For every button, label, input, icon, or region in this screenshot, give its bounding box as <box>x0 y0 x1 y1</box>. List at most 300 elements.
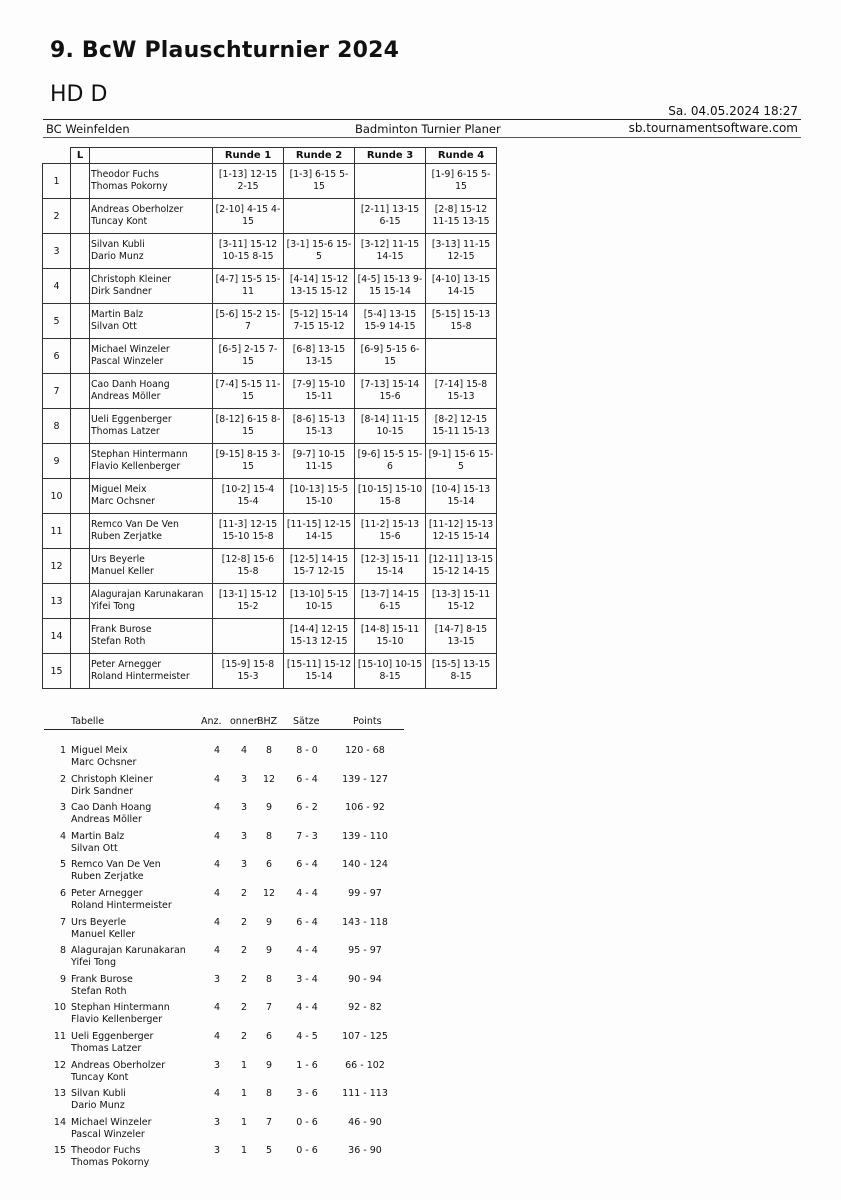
points-score: 106 - 92 <box>345 802 385 814</box>
match-result: [12-3] 15-11 15-14 <box>355 549 426 584</box>
match-result <box>355 164 426 199</box>
rank: 13 <box>53 1088 66 1100</box>
match-result: [1-9] 6-15 5-15 <box>426 164 497 199</box>
draw-position: 6 <box>43 339 71 374</box>
standings-row <box>44 873 404 911</box>
sets-score: 7 - 3 <box>296 830 318 842</box>
team-cell <box>90 199 213 234</box>
player-name: Christoph Kleiner <box>71 773 153 785</box>
player-name: Urs Beyerle <box>91 554 145 565</box>
page-title: 9. BcW Plauschturnier 2024 <box>50 38 400 63</box>
draw-position: 10 <box>43 479 71 514</box>
match-result: [10-4] 15-13 15-14 <box>426 479 497 514</box>
match-result: [3-1] 15-6 15-5 <box>284 234 355 269</box>
matches-won: 2 <box>240 973 248 985</box>
round-header: Runde 2 <box>284 148 355 164</box>
match-result: [4-10] 13-15 14-15 <box>426 269 497 304</box>
bhz-value: 6 <box>265 1031 273 1042</box>
sets-score: 0 - 6 <box>296 1145 318 1157</box>
matches-played: 3 <box>213 1145 221 1157</box>
player-name: Cao Danh Hoang <box>71 802 152 814</box>
l-cell <box>71 304 90 339</box>
points-score: 107 - 125 <box>342 1031 388 1042</box>
match-result <box>284 199 355 234</box>
match-grid-header <box>43 148 497 164</box>
standings-row <box>44 816 404 854</box>
matches-won: 1 <box>240 1116 248 1128</box>
player-name: Thomas Pokorny <box>91 181 168 192</box>
match-result: [2-10] 4-15 4-15 <box>213 199 284 234</box>
player-name: Michael Winzeler <box>71 1116 152 1128</box>
bhz-value: 9 <box>265 945 273 957</box>
rank: 8 <box>59 945 66 957</box>
standings-row <box>44 787 404 826</box>
sets-score: 4 - 4 <box>296 888 318 899</box>
points-score: 143 - 118 <box>342 916 388 928</box>
player-name: Roland Hintermeister <box>91 671 190 682</box>
match-result: [8-2] 12-15 15-11 15-13 <box>426 409 497 444</box>
points-score: 120 - 68 <box>345 745 385 756</box>
matches-won: 2 <box>240 1031 248 1042</box>
anz-header: Anz. <box>201 716 222 727</box>
match-result: [12-8] 15-6 15-8 <box>213 549 284 584</box>
points-score: 139 - 110 <box>342 830 388 842</box>
player-name: Theodor Fuchs <box>71 1145 141 1157</box>
l-cell <box>71 269 90 304</box>
l-column-header: L <box>71 148 90 164</box>
standings-header <box>44 715 404 730</box>
draw-position: 1 <box>43 164 71 199</box>
player-name: Thomas Latzer <box>91 426 160 437</box>
match-result: [15-5] 13-15 8-15 <box>426 654 497 689</box>
players-header <box>90 148 213 164</box>
match-row <box>43 409 497 444</box>
match-result: [12-5] 14-15 15-7 12-15 <box>284 549 355 584</box>
team-cell <box>90 339 213 374</box>
match-row <box>43 654 497 689</box>
rank: 4 <box>59 830 66 842</box>
match-result: [8-12] 6-15 8-15 <box>213 409 284 444</box>
bhz-value: 8 <box>265 745 273 756</box>
matches-won: 2 <box>240 888 248 899</box>
match-result: [11-12] 15-13 12-15 15-14 <box>426 514 497 549</box>
blank-header <box>43 148 71 164</box>
l-cell <box>71 164 90 199</box>
matches-won: 3 <box>240 859 248 871</box>
player-name: Andreas Möller <box>71 814 142 826</box>
match-row <box>43 549 497 584</box>
rank: 5 <box>59 859 66 871</box>
points-score: 140 - 124 <box>342 859 388 871</box>
match-result: [10-2] 15-4 15-4 <box>213 479 284 514</box>
header-divider <box>43 119 801 120</box>
rank: 6 <box>59 888 66 899</box>
matches-played: 4 <box>213 859 221 871</box>
l-cell <box>71 199 90 234</box>
match-result: [7-14] 15-8 15-13 <box>426 374 497 409</box>
player-name: Michael Winzeler <box>91 344 170 355</box>
match-result: [7-4] 5-15 11-15 <box>213 374 284 409</box>
match-result: [4-14] 15-12 13-15 15-12 <box>284 269 355 304</box>
standings-row <box>44 1045 404 1083</box>
draw-position: 2 <box>43 199 71 234</box>
player-name: Tuncay Kont <box>71 1071 129 1083</box>
player-name: Manuel Keller <box>91 566 154 577</box>
team-cell <box>90 164 213 199</box>
player-name: Frank Burose <box>71 973 133 985</box>
points-score: 139 - 127 <box>342 773 388 785</box>
bhz-value: 8 <box>265 1088 273 1100</box>
match-result: [9-6] 15-5 15-6 <box>355 444 426 479</box>
bhz-value: 5 <box>265 1145 273 1157</box>
match-result: [14-8] 15-11 15-10 <box>355 619 426 654</box>
matches-played: 3 <box>213 1116 221 1128</box>
player-name: Stefan Roth <box>91 636 146 647</box>
bhz-value: 7 <box>265 1002 273 1014</box>
l-cell <box>71 584 90 619</box>
match-result: [7-9] 15-10 15-11 <box>284 374 355 409</box>
l-cell <box>71 619 90 654</box>
player-name: Dirk Sandner <box>71 785 134 797</box>
bhz-value: 6 <box>265 859 273 871</box>
round-header: Runde 1 <box>213 148 284 164</box>
standings-row <box>44 759 404 797</box>
player-name: Christoph Kleiner <box>91 274 172 285</box>
team-cell <box>90 409 213 444</box>
matches-played: 4 <box>213 802 221 814</box>
match-result: [1-3] 6-15 5-15 <box>284 164 355 199</box>
match-result: [12-11] 13-15 15-12 14-15 <box>426 549 497 584</box>
sets-score: 4 - 5 <box>296 1031 318 1042</box>
player-name: Flavio Kellenberger <box>91 461 181 472</box>
player-name: Alagurajan Karunakaran <box>91 589 204 600</box>
match-result: [5-12] 15-14 7-15 15-12 <box>284 304 355 339</box>
matches-played: 4 <box>213 1088 221 1100</box>
player-name: Alagurajan Karunakaran <box>71 945 186 957</box>
match-result: [4-7] 15-5 15-11 <box>213 269 284 304</box>
match-row <box>43 199 497 234</box>
table-label: Tabelle <box>71 716 105 727</box>
rank: 2 <box>59 773 66 785</box>
points-score: 111 - 113 <box>342 1088 388 1100</box>
sets-score: 6 - 4 <box>296 773 318 785</box>
match-result: [2-8] 15-12 11-15 13-15 <box>426 199 497 234</box>
rank: 10 <box>53 1002 66 1014</box>
match-result: [3-12] 11-15 14-15 <box>355 234 426 269</box>
points-score: 66 - 102 <box>345 1059 385 1071</box>
draw-position: 13 <box>43 584 71 619</box>
team-cell <box>90 619 213 654</box>
header-divider-bottom <box>43 137 801 138</box>
rank: 9 <box>59 973 66 985</box>
match-result: [11-3] 12-15 15-10 15-8 <box>213 514 284 549</box>
l-cell <box>71 549 90 584</box>
bhz-value: 8 <box>265 830 273 842</box>
player-name: Marc Ochsner <box>71 757 137 768</box>
sets-score: 6 - 4 <box>296 916 318 928</box>
match-result: [15-10] 10-15 8-15 <box>355 654 426 689</box>
points-score: 36 - 90 <box>348 1145 382 1157</box>
draw-position: 12 <box>43 549 71 584</box>
match-result: [9-7] 10-15 11-15 <box>284 444 355 479</box>
player-name: Pascal Winzeler <box>71 1128 145 1140</box>
match-result: [11-2] 15-13 15-6 <box>355 514 426 549</box>
rank: 11 <box>53 1031 66 1042</box>
bhz-value: 9 <box>265 1059 273 1071</box>
sets-score: 0 - 6 <box>296 1116 318 1128</box>
player-name: Roland Hintermeister <box>71 900 172 911</box>
match-result: [6-8] 13-15 13-15 <box>284 339 355 374</box>
team-cell <box>90 269 213 304</box>
matches-won: 3 <box>240 773 248 785</box>
bhz-value: 8 <box>265 973 273 985</box>
player-name: Andreas Oberholzer <box>71 1059 166 1071</box>
match-result: [5-6] 15-2 15-7 <box>213 304 284 339</box>
rank: 12 <box>53 1059 66 1071</box>
player-name: Ueli Eggenberger <box>71 1031 154 1042</box>
player-name: Remco Van De Ven <box>71 859 161 871</box>
matches-played: 4 <box>213 888 221 899</box>
player-name: Stephan Hintermann <box>71 1002 170 1014</box>
l-cell <box>71 514 90 549</box>
sets-score: 6 - 4 <box>296 859 318 871</box>
print-datetime: Sa. 04.05.2024 18:27 <box>668 104 798 118</box>
match-result: [9-15] 8-15 3-15 <box>213 444 284 479</box>
sets-score: 3 - 4 <box>296 973 318 985</box>
bhz-value: 9 <box>265 802 273 814</box>
standings-row <box>44 1102 404 1140</box>
match-row <box>43 164 497 199</box>
player-name: Theodor Fuchs <box>91 169 159 180</box>
match-result: [8-6] 15-13 15-13 <box>284 409 355 444</box>
draw-position: 5 <box>43 304 71 339</box>
player-name: Ruben Zerjatke <box>71 871 144 883</box>
match-result: [14-7] 8-15 13-15 <box>426 619 497 654</box>
match-result: [10-15] 15-10 15-8 <box>355 479 426 514</box>
standings-row <box>44 987 404 1026</box>
match-result: [13-1] 15-12 15-2 <box>213 584 284 619</box>
match-result <box>426 339 497 374</box>
bhz-value: 9 <box>265 916 273 928</box>
l-cell <box>71 654 90 689</box>
player-name: Flavio Kellenberger <box>71 1014 163 1026</box>
match-row <box>43 619 497 654</box>
matches-played: 4 <box>213 745 221 756</box>
match-result: [6-9] 5-15 6-15 <box>355 339 426 374</box>
matches-won: 3 <box>240 830 248 842</box>
match-result: [3-11] 15-12 10-15 8-15 <box>213 234 284 269</box>
match-result: [14-4] 12-15 15-13 12-15 <box>284 619 355 654</box>
player-name: Silvan Ott <box>71 842 118 854</box>
rank: 3 <box>59 802 66 814</box>
matches-won: 1 <box>240 1088 248 1100</box>
draw-position: 3 <box>43 234 71 269</box>
website-link: sb.tournamentsoftware.com <box>628 121 798 135</box>
player-name: Pascal Winzeler <box>91 356 164 367</box>
round-header: Runde 4 <box>426 148 497 164</box>
matches-won: 2 <box>240 1002 248 1014</box>
matches-won: 3 <box>240 802 248 814</box>
matches-won: 4 <box>240 745 248 756</box>
player-name: Dario Munz <box>71 1100 125 1112</box>
sets-score: 6 - 2 <box>296 802 318 814</box>
player-name: Silvan Ott <box>91 321 137 332</box>
rank: 7 <box>59 916 66 928</box>
player-name: Cao Danh Hoang <box>91 379 170 390</box>
matches-played: 4 <box>213 1002 221 1014</box>
player-name: Manuel Keller <box>71 928 136 940</box>
standings-row <box>44 1016 404 1054</box>
rank: 1 <box>59 745 66 756</box>
player-name: Frank Burose <box>91 624 152 635</box>
match-result: [6-5] 2-15 7-15 <box>213 339 284 374</box>
points-score: 95 - 97 <box>348 945 382 957</box>
match-row <box>43 304 497 339</box>
player-name: Silvan Kubli <box>91 239 145 250</box>
standings-row <box>44 730 404 768</box>
match-row <box>43 339 497 374</box>
player-name: Andreas Oberholzer <box>91 204 184 215</box>
match-result: [2-11] 13-15 6-15 <box>355 199 426 234</box>
player-name: Tuncay Kont <box>91 216 148 227</box>
team-cell <box>90 549 213 584</box>
standings-row <box>44 902 404 940</box>
l-cell <box>71 479 90 514</box>
team-cell <box>90 654 213 689</box>
match-row <box>43 234 497 269</box>
points-score: 46 - 90 <box>348 1116 382 1128</box>
matches-won: 2 <box>240 945 248 957</box>
match-result <box>213 619 284 654</box>
round-header: Runde 3 <box>355 148 426 164</box>
player-name: Dirk Sandner <box>91 286 152 297</box>
player-name: Dario Munz <box>91 251 144 262</box>
match-row <box>43 444 497 479</box>
match-result: [3-13] 11-15 12-15 <box>426 234 497 269</box>
player-name: Yifei Tong <box>91 601 136 612</box>
matches-played: 3 <box>213 973 221 985</box>
standings-row <box>44 1073 404 1112</box>
player-name: Silvan Kubli <box>71 1088 126 1100</box>
draw-position: 11 <box>43 514 71 549</box>
bhz-value: 7 <box>265 1116 273 1128</box>
draw-position: 14 <box>43 619 71 654</box>
draw-position: 7 <box>43 374 71 409</box>
bhz-value: 12 <box>262 773 276 785</box>
match-result: [15-9] 15-8 15-3 <box>213 654 284 689</box>
rank: 15 <box>53 1145 66 1157</box>
team-cell <box>90 374 213 409</box>
player-name: Miguel Meix <box>71 745 128 756</box>
matches-played: 4 <box>213 916 221 928</box>
team-cell <box>90 584 213 619</box>
l-cell <box>71 374 90 409</box>
l-cell <box>71 339 90 374</box>
draw-name: HD D <box>50 82 108 107</box>
club-name: BC Weinfelden <box>46 122 130 136</box>
l-cell <box>71 409 90 444</box>
team-cell <box>90 234 213 269</box>
draw-position: 15 <box>43 654 71 689</box>
matches-played: 4 <box>213 945 221 957</box>
player-name: Andreas Möller <box>91 391 161 402</box>
match-grid <box>42 147 497 689</box>
saetze-header: Sätze <box>293 716 320 727</box>
player-name: Stephan Hintermann <box>91 449 188 460</box>
standings-row <box>44 844 404 883</box>
won-header: onnen <box>230 716 260 727</box>
match-result: [9-1] 15-6 15-5 <box>426 444 497 479</box>
match-result: [13-10] 5-15 10-15 <box>284 584 355 619</box>
match-result: [5-4] 13-15 15-9 14-15 <box>355 304 426 339</box>
bhz-header: BHZ <box>257 716 278 727</box>
matches-played: 4 <box>213 1031 221 1042</box>
matches-played: 4 <box>213 830 221 842</box>
player-name: Peter Arnegger <box>91 659 162 670</box>
player-name: Martin Balz <box>91 309 144 320</box>
sets-score: 3 - 6 <box>296 1088 318 1100</box>
l-cell <box>71 444 90 479</box>
sets-score: 4 - 4 <box>296 945 318 957</box>
matches-won: 1 <box>240 1145 248 1157</box>
match-result: [11-15] 12-15 14-15 <box>284 514 355 549</box>
player-name: Yifei Tong <box>71 957 117 969</box>
player-name: Miguel Meix <box>91 484 147 495</box>
match-result: [13-7] 14-15 6-15 <box>355 584 426 619</box>
match-result: [4-5] 15-13 9-15 15-14 <box>355 269 426 304</box>
player-name: Martin Balz <box>71 830 125 842</box>
match-result: [1-13] 12-15 2-15 <box>213 164 284 199</box>
draw-position: 4 <box>43 269 71 304</box>
team-cell <box>90 444 213 479</box>
match-result: [7-13] 15-14 15-6 <box>355 374 426 409</box>
standings-row <box>44 930 404 969</box>
matches-played: 4 <box>213 773 221 785</box>
draw-position: 8 <box>43 409 71 444</box>
player-name: Stefan Roth <box>71 985 127 997</box>
match-result: [10-13] 15-5 15-10 <box>284 479 355 514</box>
points-score: 92 - 82 <box>348 1002 382 1014</box>
match-result: [5-15] 15-13 15-8 <box>426 304 497 339</box>
standings-table <box>44 715 404 1169</box>
player-name: Ruben Zerjatke <box>91 531 163 542</box>
player-name: Ueli Eggenberger <box>91 414 172 425</box>
matches-won: 2 <box>240 916 248 928</box>
match-result: [8-14] 11-15 10-15 <box>355 409 426 444</box>
bhz-value: 12 <box>262 888 276 899</box>
l-cell <box>71 234 90 269</box>
player-name: Peter Arnegger <box>71 888 143 899</box>
standings-row <box>44 959 404 997</box>
team-cell <box>90 479 213 514</box>
match-result: [15-11] 15-12 15-14 <box>284 654 355 689</box>
player-name: Remco Van De Ven <box>91 519 179 530</box>
player-name: Thomas Latzer <box>71 1043 142 1054</box>
team-cell <box>90 514 213 549</box>
match-row <box>43 514 497 549</box>
sets-score: 8 - 0 <box>296 745 318 756</box>
standings-row <box>44 1130 404 1169</box>
matches-played: 3 <box>213 1059 221 1071</box>
sets-score: 1 - 6 <box>296 1059 318 1071</box>
planner-name: Badminton Turnier Planer <box>355 122 501 136</box>
player-name: Urs Beyerle <box>71 916 127 928</box>
match-row <box>43 479 497 514</box>
draw-position: 9 <box>43 444 71 479</box>
matches-won: 1 <box>240 1059 248 1071</box>
sets-score: 4 - 4 <box>296 1002 318 1014</box>
match-result: [13-3] 15-11 15-12 <box>426 584 497 619</box>
